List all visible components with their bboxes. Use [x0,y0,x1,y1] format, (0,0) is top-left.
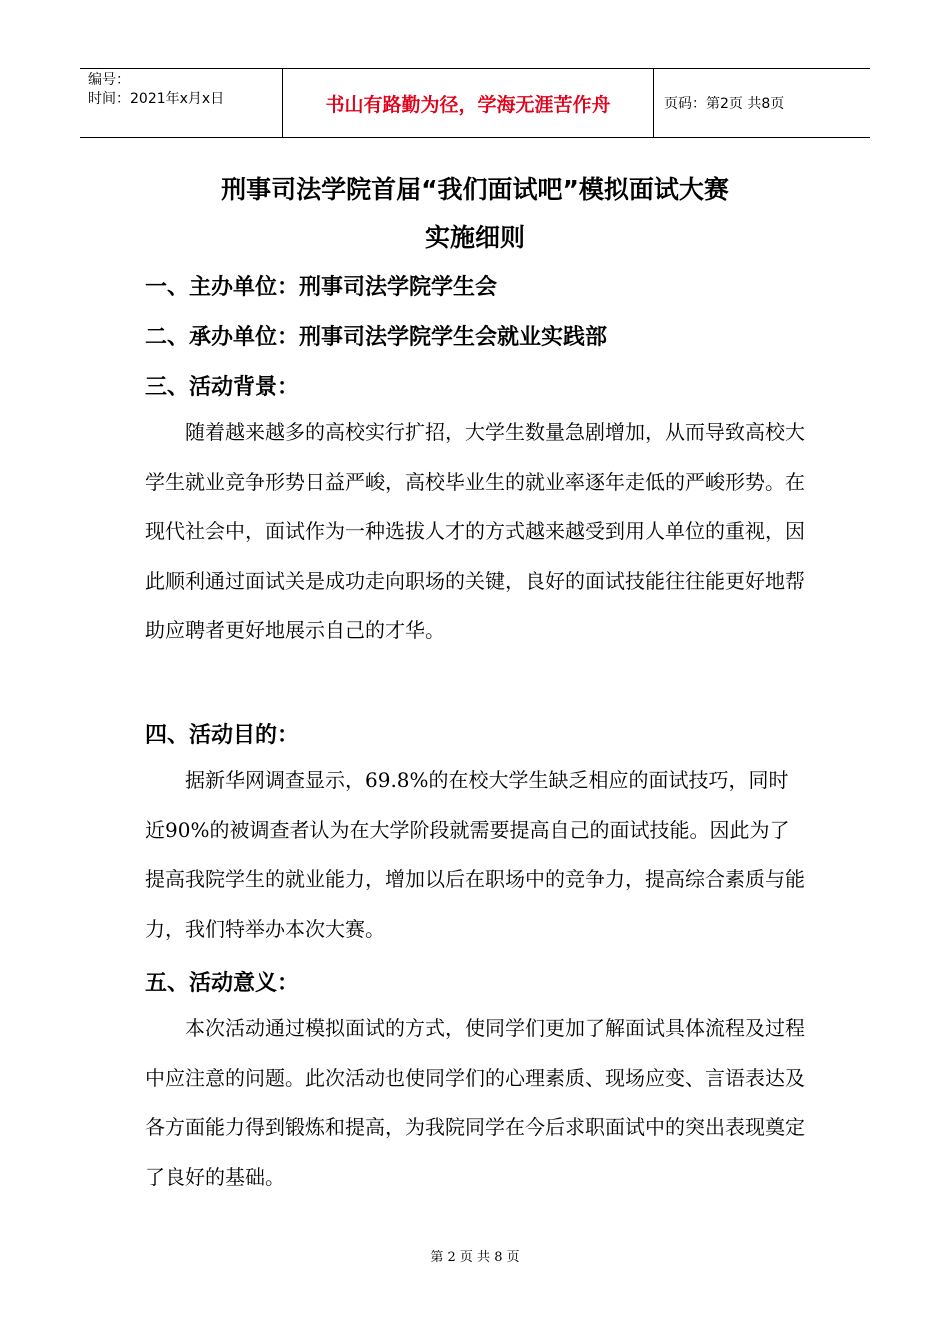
document-title: 刑事司法学院首届“我们面试吧”模拟面试大赛 [221,175,729,204]
page-footer: 第 2 页 共 8 页 [430,1250,520,1265]
section-heading-purpose: 四、活动目的： [145,723,300,748]
header-motto: 书山有路勤为径，学海无涯苦作舟 [282,69,654,137]
header-meta [80,69,282,137]
section-heading-significance: 五、活动意义： [145,971,300,996]
section-heading-organizer: 一、主办单位：刑事司法学院学生会 [145,275,498,300]
section-heading-background: 三、活动背景： [145,375,300,400]
significance-paragraph: 本次活动通过模拟面试的方式，使同学们更加了解面试具体流程及过程中应注意的问题。此次活动也使同学们的心理素质、现场应变、言语表达及各方面能力得到锻炼和提高，为我院同学在今后求职面试中的突出表现奠定了良好的基础。 [145,1016,805,1189]
document-subtitle: 实施细则 [424,223,525,252]
date-label: 时间：2021年x月x日 [88,91,225,107]
purpose-paragraph: 据新华网调查显示，69.8%的在校大学生缺乏相应的面试技巧，同时近90%的被调查者认为在大学阶段就需要提高自己的面试技能。因此为了提高我院学生的就业能力，增加以后在职场中的竞争力，提高综合素质与能力，我们特举办本次大赛。 [145,768,805,941]
page-header [80,68,870,138]
code-label: 编号： [88,72,130,88]
header-page-info: 页码：第2页 共8页 [664,96,785,112]
background-paragraph: 随着越来越多的高校实行扩招，大学生数量急剧增加，从而导致高校大学生就业竞争形势日益严峻，高校毕业生的就业率逐年走低的严峻形势。在现代社会中，面试作为一种选拔人才的方式越来越受到用人单位的重视，因此顺利通过面试关是成功走向职场的关键，良好的面试技能往往能更好地帮助应聘者更好地展示自己的才华。 [145,420,805,642]
section-heading-undertaker: 二、承办单位：刑事司法学院学生会就业实践部 [145,325,608,350]
